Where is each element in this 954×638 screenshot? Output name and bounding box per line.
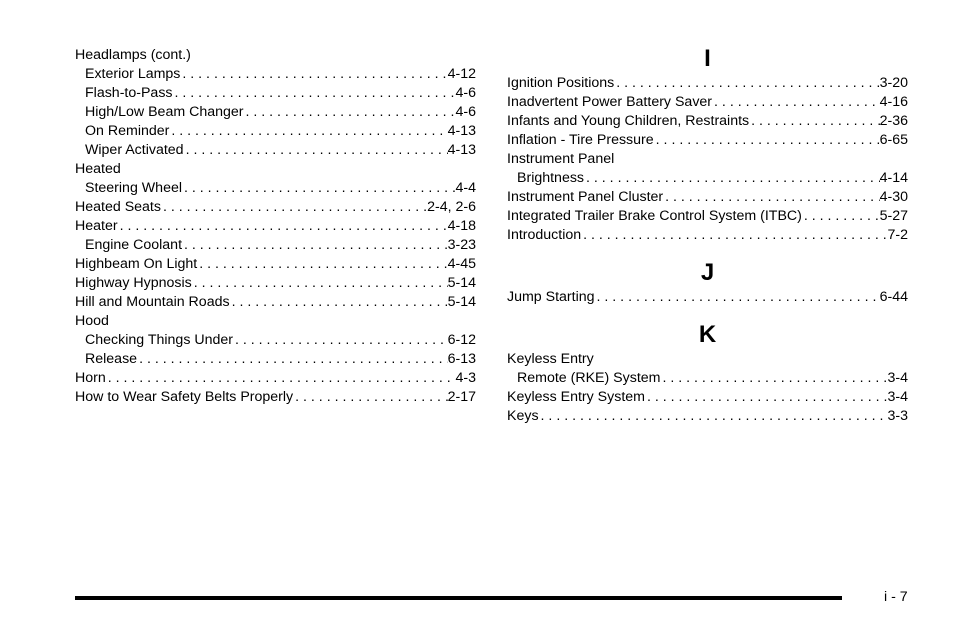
index-page-ref: 4-18 [447, 218, 476, 234]
index-entry [507, 207, 908, 226]
index-page-ref: 4-13 [447, 123, 476, 139]
dot-leader [173, 84, 456, 103]
index-page-ref: 2-17 [447, 389, 476, 405]
index-page-ref: 4-13 [447, 142, 476, 158]
dot-leader [802, 207, 880, 226]
index-term: Inadvertent Power Battery Saver [507, 94, 713, 110]
dot-leader [233, 331, 448, 350]
index-term: Brightness [517, 170, 585, 186]
index-term: Keyless Entry [507, 351, 594, 367]
dot-leader [293, 388, 447, 407]
index-term: Infants and Young Children, Restraints [507, 113, 750, 129]
index-subentry [75, 141, 476, 160]
dot-leader [584, 169, 880, 188]
dot-leader [660, 369, 887, 388]
index-entry [507, 407, 908, 426]
dot-leader [118, 217, 448, 236]
index-entry [507, 93, 908, 112]
index-column-left [75, 46, 476, 407]
index-page-ref: 5-27 [879, 208, 908, 224]
index-term: Steering Wheel [85, 180, 182, 196]
index-page-ref: 3-20 [879, 75, 908, 91]
index-subentry [75, 350, 476, 369]
index-entry [507, 188, 908, 207]
index-page-ref: 6-65 [879, 132, 908, 148]
index-term: Checking Things Under [85, 332, 233, 348]
index-term: High/Low Beam Changer [85, 104, 244, 120]
index-subentry [75, 65, 476, 84]
dot-leader [180, 65, 447, 84]
dot-leader [192, 274, 448, 293]
index-entry [75, 369, 476, 388]
index-term: Flash-to-Pass [85, 85, 173, 101]
dot-leader [137, 350, 448, 369]
dot-leader [182, 179, 455, 198]
index-page-ref: 5-14 [447, 294, 476, 310]
index-page-ref: 3-3 [887, 408, 908, 424]
dot-leader [197, 255, 447, 274]
index-term: Instrument Panel Cluster [507, 189, 664, 205]
section-letter-heading: J [700, 259, 715, 286]
index-page-ref: 6-44 [879, 289, 908, 305]
index-page-ref: 4-4 [455, 180, 476, 196]
index-subentry [507, 169, 908, 188]
index-entry [75, 255, 476, 274]
index-entry [507, 288, 908, 307]
dot-leader [182, 236, 448, 255]
index-column-right [507, 44, 908, 426]
index-term: Headlamps (cont.) [75, 47, 191, 63]
index-entry [507, 350, 908, 369]
index-page-ref: 4-14 [879, 170, 908, 186]
index-entry [507, 74, 908, 93]
index-page-ref: 4-16 [879, 94, 908, 110]
index-page-ref: 2-4, 2-6 [427, 199, 476, 215]
index-page-ref: 7-2 [887, 227, 908, 243]
index-term: Hood [75, 313, 109, 329]
index-term: Jump Starting [507, 289, 595, 305]
index-term: Horn [75, 370, 106, 386]
index-term: Engine Coolant [85, 237, 183, 253]
index-page-ref: 3-4 [887, 370, 908, 386]
index-page-ref: 5-14 [447, 275, 476, 291]
dot-leader [645, 388, 888, 407]
index-term: Keys [507, 408, 539, 424]
dot-leader [595, 288, 880, 307]
index-subentry [507, 369, 908, 388]
dot-leader [184, 141, 448, 160]
index-term: Release [85, 351, 138, 367]
index-page-ref: 3-23 [447, 237, 476, 253]
dot-leader [539, 407, 888, 426]
index-entry [75, 198, 476, 217]
index-term: Inflation - Tire Pressure [507, 132, 654, 148]
index-subentry [75, 122, 476, 141]
index-page-ref: 4-30 [879, 189, 908, 205]
dot-leader [106, 369, 456, 388]
dot-leader [244, 103, 456, 122]
index-page-ref: 2-36 [879, 113, 908, 129]
index-term: How to Wear Safety Belts Properly [75, 389, 294, 405]
index-term: Integrated Trailer Brake Control System (ITBC) [507, 208, 802, 224]
index-term: Heater [75, 218, 118, 234]
footer-page-number: i - 7 [884, 589, 908, 605]
index-page-ref: 6-12 [447, 332, 476, 348]
index-entry [75, 293, 476, 312]
index-page-ref: 3-4 [887, 389, 908, 405]
index-term: Hill and Mountain Roads [75, 294, 230, 310]
index-term: Heated [75, 161, 121, 177]
index-term: Wiper Activated [85, 142, 184, 158]
index-entry [507, 150, 908, 169]
index-term: Instrument Panel [507, 151, 615, 167]
dot-leader [749, 112, 879, 131]
index-term: Highway Hypnosis [75, 275, 192, 291]
dot-leader [161, 198, 427, 217]
footer-rule [75, 596, 842, 600]
dot-leader [654, 131, 880, 150]
index-subentry [75, 236, 476, 255]
index-subentry [75, 84, 476, 103]
index-entry [75, 312, 476, 331]
index-entry [507, 131, 908, 150]
index-page-ref: 4-6 [455, 85, 476, 101]
index-term: Remote (RKE) System [517, 370, 661, 386]
dot-leader [581, 226, 887, 245]
index-term: On Reminder [85, 123, 170, 139]
index-entry [507, 112, 908, 131]
dot-leader [169, 122, 447, 141]
dot-leader [712, 93, 880, 112]
index-term: Heated Seats [75, 199, 161, 215]
index-entry [75, 46, 476, 65]
index-subentry [75, 103, 476, 122]
index-subentry [75, 331, 476, 350]
index-term: Highbeam On Light [75, 256, 198, 272]
dot-leader [614, 74, 879, 93]
index-term: Ignition Positions [507, 75, 615, 91]
index-page-ref: 4-3 [455, 370, 476, 386]
index-page-ref: 4-45 [447, 256, 476, 272]
index-entry [507, 226, 908, 245]
index-term: Introduction [507, 227, 582, 243]
index-subentry [75, 179, 476, 198]
section-letter-heading: K [698, 321, 717, 348]
index-entry [75, 388, 476, 407]
index-page-ref: 6-13 [447, 351, 476, 367]
dot-leader [230, 293, 448, 312]
index-entry [507, 388, 908, 407]
index-term: Keyless Entry System [507, 389, 645, 405]
index-entry [75, 274, 476, 293]
dot-leader [663, 188, 879, 207]
section-letter-heading: I [704, 45, 711, 72]
index-entry [75, 160, 476, 179]
index-page-ref: 4-12 [447, 66, 476, 82]
index-term: Exterior Lamps [85, 66, 181, 82]
index-page-ref: 4-6 [455, 104, 476, 120]
index-entry [75, 217, 476, 236]
